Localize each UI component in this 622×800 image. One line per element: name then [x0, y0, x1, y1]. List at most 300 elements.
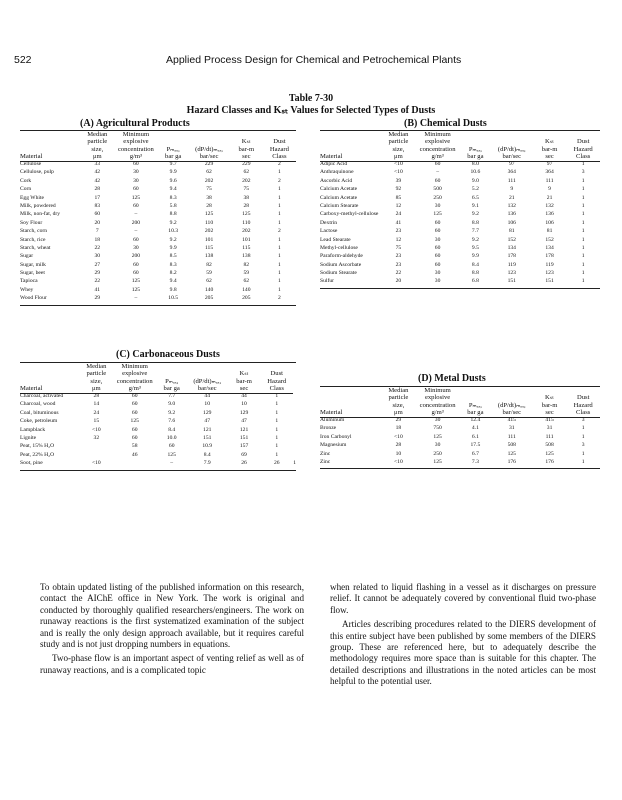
value-cell: 101: [204, 236, 214, 243]
dust-table: [20, 362, 296, 471]
value-cell: 31: [546, 425, 553, 432]
column-header-line: Median: [388, 131, 409, 138]
table-row: [320, 187, 600, 195]
column-header-line: bar-m: [238, 145, 255, 153]
column-header: [382, 387, 416, 418]
table-row: [20, 238, 296, 246]
table-row: [20, 402, 296, 410]
column-header: [566, 131, 600, 162]
value-cell: 1: [275, 443, 279, 450]
value-cell: 47: [204, 418, 210, 425]
column-header-line: [230, 131, 263, 138]
section-b-title: (B) Chemical Dusts: [404, 118, 487, 129]
column-header-line: particle: [86, 370, 107, 378]
value-cell: 9.2: [471, 236, 479, 243]
column-header-line: [460, 132, 491, 139]
column-header-line: Material: [20, 152, 43, 160]
value-cell: 12.4: [470, 417, 481, 423]
value-cell: 1: [581, 244, 585, 251]
column-header-line: size,: [392, 401, 405, 409]
value-cell: –: [134, 228, 138, 235]
value-cell: 75: [243, 186, 250, 193]
value-cell: 125: [167, 451, 176, 458]
table-row: [20, 296, 296, 305]
table-row: [320, 443, 600, 451]
column-header-line: [460, 395, 491, 402]
column-header-line: sec: [242, 152, 251, 160]
table-row: [20, 394, 296, 403]
value-cell: 8.3: [169, 261, 177, 268]
value-cell: 250: [433, 194, 442, 201]
value-cell: 82: [206, 261, 212, 268]
value-cell: 31: [508, 425, 515, 432]
value-cell: 2: [278, 228, 281, 235]
value-cell: 9.1: [471, 202, 479, 209]
value-cell: 1: [581, 253, 585, 260]
column-header-line: [187, 364, 228, 371]
value-cell: 10: [395, 450, 402, 457]
material-cell: Sulfur: [320, 279, 382, 288]
value-cell: 125: [507, 450, 516, 457]
value-cell: 132: [545, 202, 554, 209]
column-header-line: size,: [90, 377, 103, 385]
value-cell: 115: [204, 244, 214, 251]
table-row: [320, 238, 600, 246]
value-cell: 125: [415, 460, 460, 469]
value-cell: 1: [566, 279, 600, 288]
material-cell: Calcium Acetate: [320, 194, 358, 201]
column-header-line: (dP/dt)ₘₐₓ,: [497, 145, 526, 153]
material-cell: Starch, wheat: [20, 244, 51, 251]
value-cell: 415: [507, 417, 516, 423]
material-cell: Cork: [20, 177, 32, 184]
value-cell: 138: [242, 253, 251, 260]
value-cell: 7.6: [168, 418, 176, 425]
column-header-line: μm: [91, 384, 101, 392]
value-cell: 125: [204, 211, 214, 218]
column-header-line: Class: [269, 384, 284, 392]
column-header-line: [491, 139, 533, 146]
value-cell: 26: [228, 461, 261, 470]
table-header-row: [20, 363, 296, 394]
value-cell: 1: [275, 409, 279, 416]
dust-table: [320, 130, 600, 289]
column-header-line: [491, 395, 533, 402]
table-row: [20, 436, 296, 444]
value-cell: 125: [433, 211, 442, 218]
value-cell: 30: [434, 417, 441, 423]
value-cell: 1: [278, 244, 281, 251]
value-cell: 157: [239, 443, 249, 450]
value-cell: 30: [133, 169, 139, 176]
value-cell: 4.1: [471, 425, 479, 432]
value-cell: 60: [434, 244, 441, 251]
value-cell: 47: [241, 418, 247, 425]
value-cell: 229: [242, 161, 251, 167]
value-cell: 30: [434, 270, 441, 277]
value-cell: 123: [507, 270, 516, 277]
column-header-line: concentration: [419, 401, 456, 409]
value-cell: <10: [91, 426, 101, 433]
value-cell: 6.7: [471, 450, 479, 457]
value-cell: 22: [94, 278, 101, 285]
value-cell: 46: [131, 451, 138, 458]
value-cell: 101: [242, 236, 251, 243]
table-row: [320, 254, 600, 262]
value-cell: 508: [545, 442, 554, 449]
value-cell: 1: [581, 261, 585, 268]
value-cell: 152: [507, 236, 516, 243]
value-cell: 10.3: [168, 228, 179, 235]
value-cell: 58: [131, 443, 138, 450]
value-cell: 17: [94, 194, 101, 201]
column-header-line: Dust: [273, 138, 286, 146]
value-cell: 508: [507, 442, 516, 449]
material-cell: Lampblack: [20, 426, 46, 433]
table-carbonaceous: [20, 362, 296, 471]
column-header: [533, 387, 567, 418]
column-header-line: [263, 131, 296, 138]
material-cell: Cellulose: [20, 161, 42, 167]
table-row: [320, 196, 600, 204]
value-cell: 7: [95, 228, 99, 235]
value-cell: 125: [242, 211, 251, 218]
value-cell: 178: [545, 253, 554, 260]
value-cell: 9.0: [168, 401, 176, 408]
value-cell: 134: [507, 244, 516, 251]
value-cell: 1: [581, 450, 585, 457]
value-cell: 1: [278, 186, 281, 193]
value-cell: 60: [94, 211, 101, 218]
value-cell: 1: [581, 236, 585, 243]
value-cell: 28: [206, 202, 212, 209]
table-row: [320, 271, 600, 279]
material-cell: Lead Stearate: [320, 236, 351, 243]
body-paragraph: Two-phase flow is an important aspect of venting relief as well as of runaway reactions, and is a complicated topic: [40, 653, 304, 675]
value-cell: 18: [94, 236, 101, 243]
column-header-line: explosive: [122, 370, 148, 378]
value-cell: 97: [546, 161, 553, 167]
value-cell: 15: [93, 418, 100, 425]
value-cell: 200: [131, 253, 141, 260]
column-header-line: Dust: [576, 138, 590, 146]
value-cell: 23: [395, 253, 402, 260]
value-cell: 32: [93, 434, 100, 441]
value-cell: 14: [93, 401, 100, 408]
table-row: [20, 428, 296, 436]
value-cell: 250: [433, 450, 442, 457]
value-cell: 41: [94, 286, 101, 293]
column-header: [113, 363, 157, 394]
value-cell: 1: [275, 401, 279, 408]
value-cell: 1: [581, 270, 585, 277]
value-cell: 21: [546, 194, 553, 201]
material-cell: Zinc: [320, 450, 331, 457]
value-cell: 60: [434, 228, 441, 235]
table-row: [20, 461, 296, 470]
column-header-line: μm: [394, 152, 403, 160]
value-cell: 125: [131, 286, 141, 293]
value-cell: 111: [545, 433, 554, 440]
value-cell: 202: [242, 228, 251, 235]
material-cell: Adipic Acid: [320, 161, 348, 167]
column-header-line: [157, 371, 187, 378]
material-cell: Dextrin: [320, 219, 338, 226]
value-cell: 9.8: [169, 286, 177, 293]
value-cell: 8.3: [169, 194, 177, 201]
value-cell: 9: [548, 186, 551, 193]
value-cell: 1: [581, 161, 585, 167]
value-cell: 176: [491, 460, 533, 469]
value-cell: 129: [203, 409, 212, 416]
column-header: [491, 387, 533, 418]
column-header-line: [157, 364, 187, 371]
column-header-line: explosive: [123, 138, 149, 146]
column-header-line: Pₘₐₓ,: [166, 145, 180, 153]
column-header-line: Kₛₜ: [544, 394, 555, 402]
material-cell: Carboxy-methyl-cellulose: [320, 211, 379, 218]
material-cell: Aluminum: [320, 417, 345, 423]
body-paragraph: To obtain updated listing of the published information on this research, contact the AIChE office in New York. The work is original and conducted by thoroughly qualified researchers/engineers. The work on runaway reactions is the first systematized examination of the subject and is really the only design approach available, but it requires careful study and is not just dropping numbers in equations.: [40, 582, 304, 650]
material-cell: Calcium Stearate: [320, 202, 359, 209]
value-cell: 30: [434, 236, 441, 243]
value-cell: 1: [278, 286, 281, 293]
value-cell: 202: [204, 228, 214, 235]
column-header-line: μm: [394, 408, 403, 416]
value-cell: 2: [278, 161, 281, 167]
value-cell: 9.6: [169, 177, 177, 184]
value-cell: 119: [545, 261, 554, 268]
table-chemical: [320, 130, 600, 289]
column-header-line: Material: [320, 408, 343, 416]
value-cell: 9.2: [169, 219, 177, 226]
value-cell: 7.7: [168, 393, 176, 399]
value-cell: 60: [133, 161, 139, 167]
column-header-line: Pₘₐₓ,: [165, 377, 179, 385]
value-cell: 18: [395, 425, 402, 432]
value-cell: 83: [94, 202, 101, 209]
value-cell: 500: [433, 186, 442, 193]
value-cell: 75: [395, 244, 402, 251]
value-cell: 1: [581, 228, 585, 235]
value-cell: 12: [395, 236, 402, 243]
table-row: [20, 229, 296, 237]
table-row: [20, 170, 296, 178]
material-cell: Soot, pine: [20, 461, 80, 470]
column-header-line: bar/sec: [197, 384, 217, 392]
value-cell: 205: [230, 296, 263, 305]
value-cell: 134: [545, 244, 554, 251]
value-cell: 364: [545, 169, 554, 176]
column-header: [114, 131, 158, 162]
value-cell: 39: [395, 177, 402, 184]
material-cell: Charcoal, activated: [20, 393, 64, 399]
value-cell: 60: [434, 177, 441, 184]
value-cell: 97: [508, 161, 515, 167]
table-row: [20, 288, 296, 296]
value-cell: 121: [239, 426, 249, 433]
table-row: [20, 204, 296, 212]
value-cell: 7.7: [471, 228, 479, 235]
value-cell: 33: [94, 161, 101, 167]
value-cell: 23: [395, 228, 402, 235]
value-cell: 1: [278, 169, 281, 176]
value-cell: 6.1: [471, 433, 479, 440]
material-cell: Tapioca: [20, 278, 38, 285]
column-header-line: bar ga: [163, 384, 180, 392]
value-cell: 1: [581, 194, 585, 201]
value-cell: 178: [507, 253, 516, 260]
value-cell: 10.9: [202, 443, 213, 450]
value-cell: 1: [581, 177, 585, 184]
value-cell: 42: [94, 169, 101, 176]
material-cell: Peat, 15% H₂O: [20, 443, 55, 450]
value-cell: 1: [293, 461, 296, 470]
value-cell: 152: [545, 236, 554, 243]
value-cell: 28: [395, 442, 402, 449]
value-cell: 750: [433, 425, 442, 432]
value-cell: 60: [131, 426, 138, 433]
value-cell: 119: [507, 261, 516, 268]
value-cell: 24: [395, 211, 402, 218]
value-cell: 8.8: [471, 219, 479, 226]
value-cell: 60: [434, 253, 441, 260]
value-cell: 106: [545, 219, 554, 226]
table-row: [20, 254, 296, 262]
column-header: [260, 363, 293, 394]
value-cell: 8.4: [168, 426, 176, 433]
value-cell: 1: [581, 425, 585, 432]
value-cell: 9.9: [471, 253, 479, 260]
table-row: [320, 221, 600, 229]
value-cell: 23: [395, 261, 402, 268]
value-cell: 9.2: [169, 236, 177, 243]
value-cell: 60: [133, 202, 139, 209]
column-header-line: Hazard: [269, 145, 289, 153]
column-header: [81, 131, 114, 162]
value-cell: 8.4: [203, 451, 211, 458]
value-cell: 22: [395, 270, 402, 277]
column-header-line: bar ga: [467, 152, 484, 160]
column-header-line: Kₛₜ: [239, 370, 249, 378]
value-cell: 111: [545, 177, 554, 184]
value-cell: 27: [94, 261, 101, 268]
value-cell: 28: [93, 393, 100, 399]
column-header-line: Material: [320, 152, 343, 160]
material-cell: Magnesium: [320, 442, 347, 449]
column-header: [20, 363, 80, 394]
column-header-line: concentration: [419, 145, 456, 153]
value-cell: 9.9: [169, 169, 177, 176]
column-header-line: bar ga: [467, 408, 484, 416]
value-cell: 29: [81, 296, 114, 305]
value-cell: –: [114, 296, 158, 305]
table-row: [320, 212, 600, 220]
column-header-line: bar/sec: [199, 152, 219, 160]
value-cell: <10: [394, 169, 403, 176]
column-header-line: Hazard: [573, 401, 593, 409]
value-cell: 30: [133, 244, 139, 251]
column-header-line: g/m³: [431, 408, 444, 416]
column-header-line: [533, 131, 567, 138]
value-cell: 60: [434, 261, 441, 268]
column-header: [157, 363, 187, 394]
table-row: [20, 271, 296, 279]
column-header-line: [491, 388, 533, 395]
value-cell: 1: [278, 211, 281, 218]
value-cell: [80, 444, 113, 452]
value-cell: 115: [242, 244, 251, 251]
material-cell: Coal, bituminous: [20, 409, 59, 416]
value-cell: 62: [243, 169, 250, 176]
column-header-line: size,: [392, 145, 405, 153]
table-row: [20, 453, 296, 461]
value-cell: 111: [507, 433, 516, 440]
column-header-line: Minimum: [122, 131, 150, 138]
value-cell: 44: [241, 393, 247, 399]
value-cell: 41: [395, 219, 402, 226]
column-header-line: [491, 132, 533, 139]
value-cell: 28: [243, 202, 250, 209]
column-header-line: Median: [388, 387, 409, 394]
value-cell: 8.4: [471, 261, 479, 268]
value-cell: 10: [241, 401, 247, 408]
column-header: [415, 387, 460, 418]
table-row: [320, 229, 600, 237]
material-cell: Cellulose, pulp: [20, 169, 54, 176]
value-cell: 1: [581, 202, 585, 209]
table-row: [20, 246, 296, 254]
value-cell: 1: [278, 270, 281, 277]
column-header: [187, 363, 228, 394]
material-cell: Whey: [20, 286, 34, 293]
table-title: Hazard Classes and Kₛₜ Values for Selected Types of Dusts: [186, 105, 436, 116]
column-header-line: bar/sec: [502, 152, 522, 160]
value-cell: 9.4: [169, 186, 177, 193]
body-paragraph: when related to liquid flashing in a vessel as it discharges on pressure relief. It cannot be adequately covered by conventional fluid two-phase flow.: [330, 582, 596, 615]
column-header: [566, 387, 600, 418]
column-header-line: explosive: [424, 138, 451, 146]
value-cell: 123: [545, 270, 554, 277]
value-cell: 136: [507, 211, 516, 218]
column-header: [460, 387, 491, 418]
value-cell: 9: [510, 186, 514, 193]
column-header-line: Kₛₜ: [544, 138, 555, 146]
value-cell: 111: [507, 177, 516, 184]
value-cell: 8.5: [169, 253, 177, 260]
table-header-row: [20, 131, 296, 162]
value-cell: 60: [131, 434, 138, 441]
value-cell: 10.5: [158, 296, 188, 305]
column-header: [533, 131, 567, 162]
value-cell: 60: [133, 270, 139, 277]
material-cell: Methyl-cellulose: [320, 244, 358, 251]
value-cell: –: [157, 461, 187, 470]
value-cell: 151: [533, 279, 567, 288]
material-cell: Corn: [20, 186, 32, 193]
value-cell: 125: [131, 194, 141, 201]
value-cell: 125: [433, 433, 442, 440]
value-cell: 1: [581, 186, 585, 193]
value-cell: 8.8: [169, 211, 177, 218]
value-cell: 22: [94, 244, 101, 251]
value-cell: 1: [278, 194, 281, 201]
table-row: [20, 419, 296, 427]
value-cell: 30: [133, 177, 139, 184]
table-header-row: [320, 131, 600, 162]
column-header-line: Class: [576, 408, 591, 416]
value-cell: 2: [263, 296, 296, 305]
